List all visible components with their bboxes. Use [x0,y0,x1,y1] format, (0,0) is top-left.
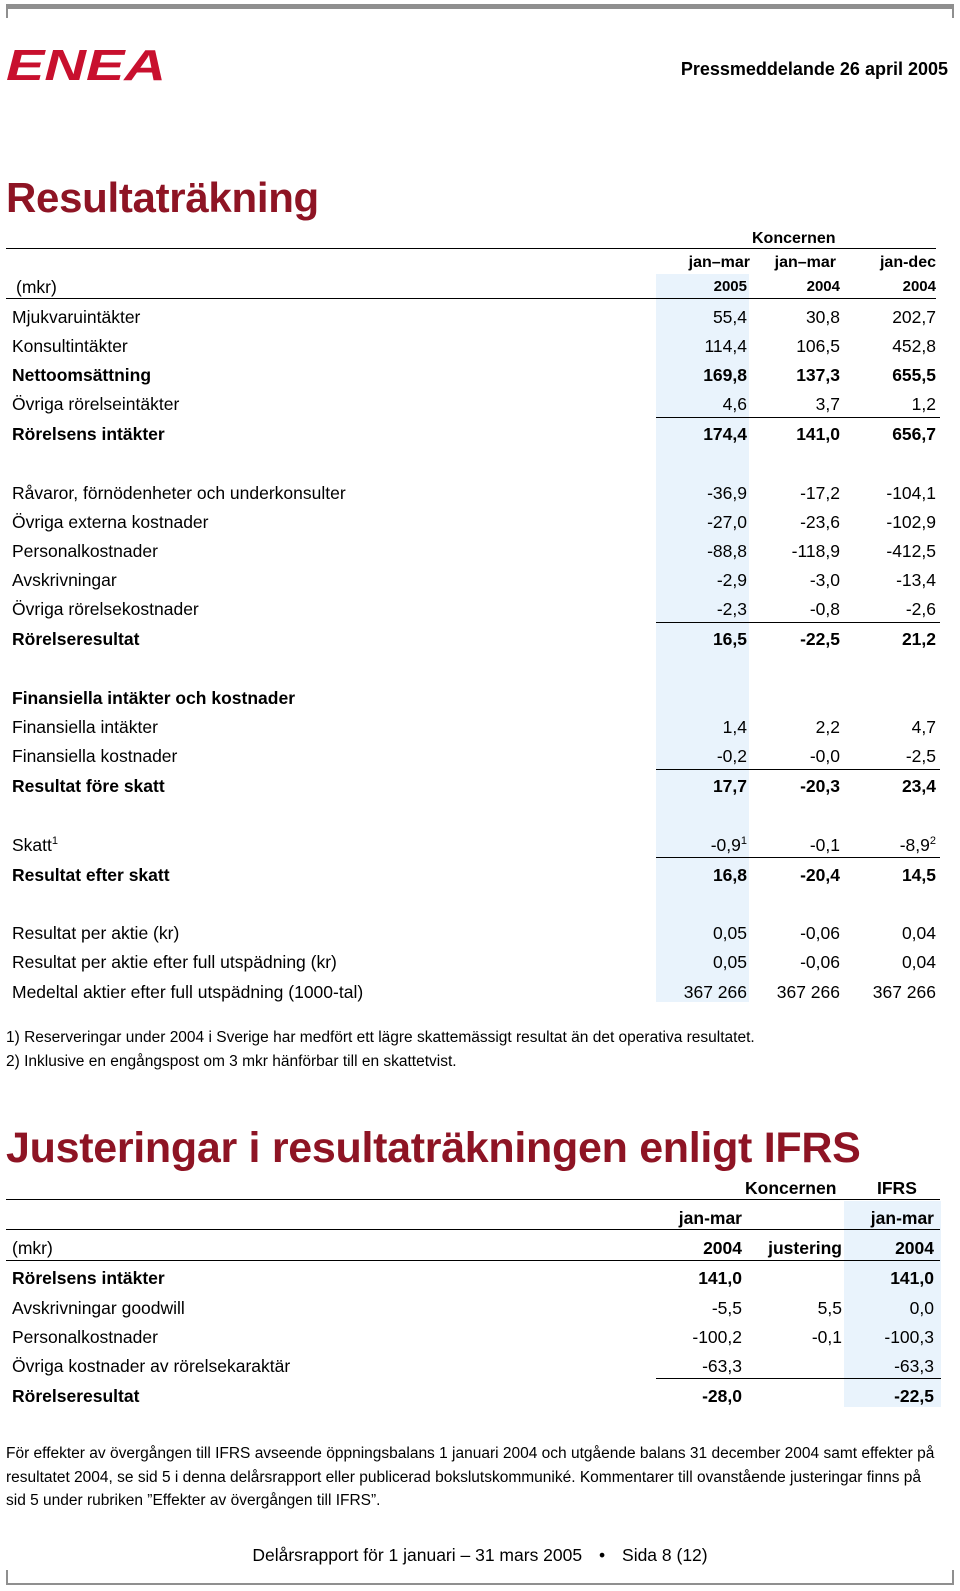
value-2004-full: 1,2 [911,394,936,414]
value-2004-q1: -0,06 [800,952,840,972]
top-rule-tick-left [6,4,8,18]
income-statement-title: Resultaträkning [6,174,319,221]
footnote-ref: 1 [740,835,747,848]
value-2004-q1: 141,0 [796,424,840,444]
year-header-1: 2004 [703,1238,742,1258]
value-2004-q1: 137,3 [796,365,840,385]
tax-value-2005: -0,9 [710,835,741,855]
enea-logo [6,46,170,84]
row-label: Rörelseresultat [12,1386,140,1406]
top-rule [6,4,954,9]
value-2005: 367 266 [683,982,747,1002]
value-ifrs: -100,3 [884,1327,934,1347]
value-2004-q1: -0,1 [809,835,840,855]
value-2004-q1: -20,4 [800,865,840,885]
row-label: Finansiella kostnader [12,746,178,766]
value-2004-full: 655,5 [892,365,936,385]
year-header-rule [6,298,936,299]
row-label: Övriga kostnader av rörelsekaraktär [12,1356,291,1376]
value-2004: -28,0 [702,1386,742,1406]
row-label: Personalkostnader [12,1327,158,1347]
period-header-3: jan-dec [879,254,936,271]
header-rule [6,248,936,249]
year-header-1: 2005 [713,278,747,295]
table-row [6,536,948,566]
row-label: Finansiella intäkter [12,717,158,737]
press-release-date: Pressmeddelande 26 april 2005 [680,59,948,79]
top-rule-tick-right [952,4,954,18]
value-2004-q1: -0,06 [800,923,840,943]
value-2004-full: -102,9 [886,512,936,532]
row-label: Mjukvaruintäkter [12,307,141,327]
value-2005: 16,8 [712,865,747,885]
period-header-2: jan–mar [774,254,836,271]
value-ifrs: 0,0 [909,1298,934,1318]
table-row [6,565,948,595]
value-2004-full: -2,5 [905,746,936,766]
period-rule [6,1229,940,1230]
value-ifrs: -22,5 [894,1386,934,1406]
table-row [6,594,948,624]
value-ifrs: 141,0 [890,1268,934,1288]
value-2004-q1: -22,5 [800,629,840,649]
period-header-1: jan–mar [688,254,750,271]
year-header-2: 2004 [806,278,840,295]
value-2004-q1: 3,7 [815,394,840,414]
unit-label: (mkr) [12,1238,53,1258]
subtotal-rule [656,1378,941,1379]
row-label: Rörelsens intäkter [12,424,165,444]
header-rule [6,1199,940,1200]
table-row [6,712,948,742]
table-row [6,1322,948,1352]
table-row [6,1293,948,1323]
row-label: Resultat per aktie efter full utspädning (kr) [12,952,337,972]
row-label: Konsultintäkter [12,336,128,356]
value-2004: 141,0 [698,1268,742,1288]
value-2005: -2,9 [716,570,747,590]
row-label: Personalkostnader [12,541,158,561]
page-footer [0,1545,960,1566]
value-2004-q1: 367 266 [776,982,840,1002]
section-heading: Finansiella intäkter och kostnader [12,688,295,708]
table-row [6,771,948,801]
value-2004-q1: -3,0 [809,570,840,590]
subtotal-rule [656,417,940,418]
row-label: Råvaror, förnödenheter och underkonsulter [12,483,346,503]
footnote-ref: 1 [51,835,59,848]
bottom-rule-tick-right [952,1570,954,1585]
subtotal-rule [656,769,940,770]
value-2004-full: 367 266 [872,982,936,1002]
value-2004: -5,5 [711,1298,742,1318]
section-heading-row [6,683,948,713]
ifrs-note: För effekter av övergången till IFRS avseende öppningsbalans 1 januari 2004 och utgående balans 31 december 2004 samt effekter på resultatet 2004, se sid 5 i denna delårsrapport eller publicerad bokslutskommuniké. Kommentarer till ovanstående justeringar finns på sid 5 under rubriken ”Effekter av övergången till IFRS”. [6,1445,935,1509]
value-2004-full: 14,5 [901,865,936,885]
value-2005: 55,4 [712,307,747,327]
value-2005: 174,4 [703,424,747,444]
row-label: Resultat efter skatt [12,865,170,885]
row-label: Avskrivningar goodwill [12,1298,185,1318]
adjustment-header: justering [768,1238,842,1258]
value-2005: 0,05 [712,952,747,972]
value-2004-full: -13,4 [896,570,936,590]
table-row [6,360,948,390]
table-row [6,1351,948,1381]
value-2004-q1: -0,8 [809,599,840,619]
tax-value-2004-full: -8,9 [899,835,930,855]
value-2005: -2,3 [716,599,747,619]
value-2004-q1: -20,3 [800,776,840,796]
value-2005: 16,5 [712,629,747,649]
value-2004-q1: -23,6 [800,512,840,532]
table-row [6,478,948,508]
period-header-3: jan-mar [870,1208,934,1228]
value-2005: -36,9 [707,483,747,503]
row-label: Avskrivningar [12,570,117,590]
page-number: Sida 8 (12) [622,1545,708,1565]
value-2004: -100,2 [692,1327,742,1347]
group-header: Koncernen [752,230,836,247]
table-row [6,830,948,860]
year-header-3: 2004 [902,278,936,295]
value-2004-full: -104,1 [886,483,936,503]
value-2004-full: 202,7 [892,307,936,327]
value-2004-q1: 2,2 [815,717,840,737]
row-label: Resultat före skatt [12,776,165,796]
value-adjustment: -0,1 [811,1327,842,1347]
value-2005 [711,830,747,860]
value-2005: -27,0 [707,512,747,532]
value-2005: 17,7 [712,776,747,796]
value-2004-q1: 106,5 [796,336,840,356]
table-row [6,419,948,449]
value-2004-q1: -17,2 [800,483,840,503]
ifrs-header: IFRS [877,1178,917,1198]
value-2005: 169,8 [703,365,747,385]
table-row [6,331,948,361]
value-2005: 4,6 [722,394,747,414]
subtotal-rule [656,622,940,623]
value-2004-full: -2,6 [905,599,936,619]
value-2004-full: 656,7 [892,424,936,444]
value-2004-full: 0,04 [901,923,936,943]
value-2004-q1: 30,8 [805,307,840,327]
row-label: Övriga rörelsekostnader [12,599,199,619]
tax-label: Skatt [12,835,52,855]
ifrs-title: Justeringar i resultaträkningen enligt IFRS [6,1124,861,1172]
value-adjustment: 5,5 [817,1298,842,1318]
row-label: Övriga externa kostnader [12,512,209,532]
value-2004-full: -412,5 [886,541,936,561]
year-header-3: 2004 [895,1238,934,1258]
bottom-rule-tick-left [6,1570,8,1585]
value-2004-full [900,830,936,860]
value-2005: 1,4 [722,717,747,737]
table-row [6,977,948,1007]
value-2004-full: 23,4 [901,776,936,796]
row-label: Rörelseresultat [12,629,140,649]
year-header-rule [6,1260,940,1261]
subtotal-rule [656,857,940,858]
value-2004-full: 21,2 [901,629,936,649]
year-header-row [6,1233,948,1263]
table-row [6,389,948,419]
value-ifrs: -63,3 [894,1356,934,1376]
row-label: Nettoomsättning [12,365,152,385]
value-2005: -88,8 [707,541,747,561]
value-2004-full: 452,8 [892,336,936,356]
report-title: Delårsrapport för 1 januari – 31 mars 2005 [252,1545,583,1565]
logo-wordmark: ENEA [6,46,166,84]
row-label: Övriga rörelseintäkter [12,394,180,414]
row-label: Rörelsens intäkter [12,1268,165,1288]
table-row [6,918,948,948]
value-2005: 114,4 [704,336,747,356]
bullet-separator: • [599,1545,606,1565]
table-row [6,947,948,977]
table-row [6,860,948,890]
table-row [6,507,948,537]
row-label: Resultat per aktie (kr) [12,923,180,943]
value-2004-q1: -0,0 [809,746,840,766]
value-2005: 0,05 [712,923,747,943]
group-header: Koncernen [745,1178,837,1198]
unit-label: (mkr) [16,277,57,297]
row-label: Medeltal aktier efter full utspädning (1000-tal) [12,982,364,1002]
period-header-1: jan-mar [678,1208,742,1228]
value-2004-full: 0,04 [901,952,936,972]
footnote-ref: 2 [929,835,936,848]
value-2004-q1: -118,9 [791,541,840,561]
table-row [6,1263,948,1293]
value-2004: -63,3 [702,1356,742,1376]
footnote-2: 2) Inklusive en engångspost om 3 mkr hänförbar till en skattetvist. [6,1053,457,1070]
table-row [6,302,948,332]
row-label [12,830,58,860]
value-2005: -0,2 [716,746,747,766]
enea-logo-graphic [6,46,170,84]
footnote-1: 1) Reserveringar under 2004 i Sverige har medfört ett lägre skattemässigt resultat än det operativa resultatet. [6,1029,755,1046]
table-row [6,1381,948,1411]
table-row [6,741,948,771]
bottom-rule [6,1583,954,1585]
table-row [6,624,948,654]
value-2004-full: 4,7 [911,717,936,737]
